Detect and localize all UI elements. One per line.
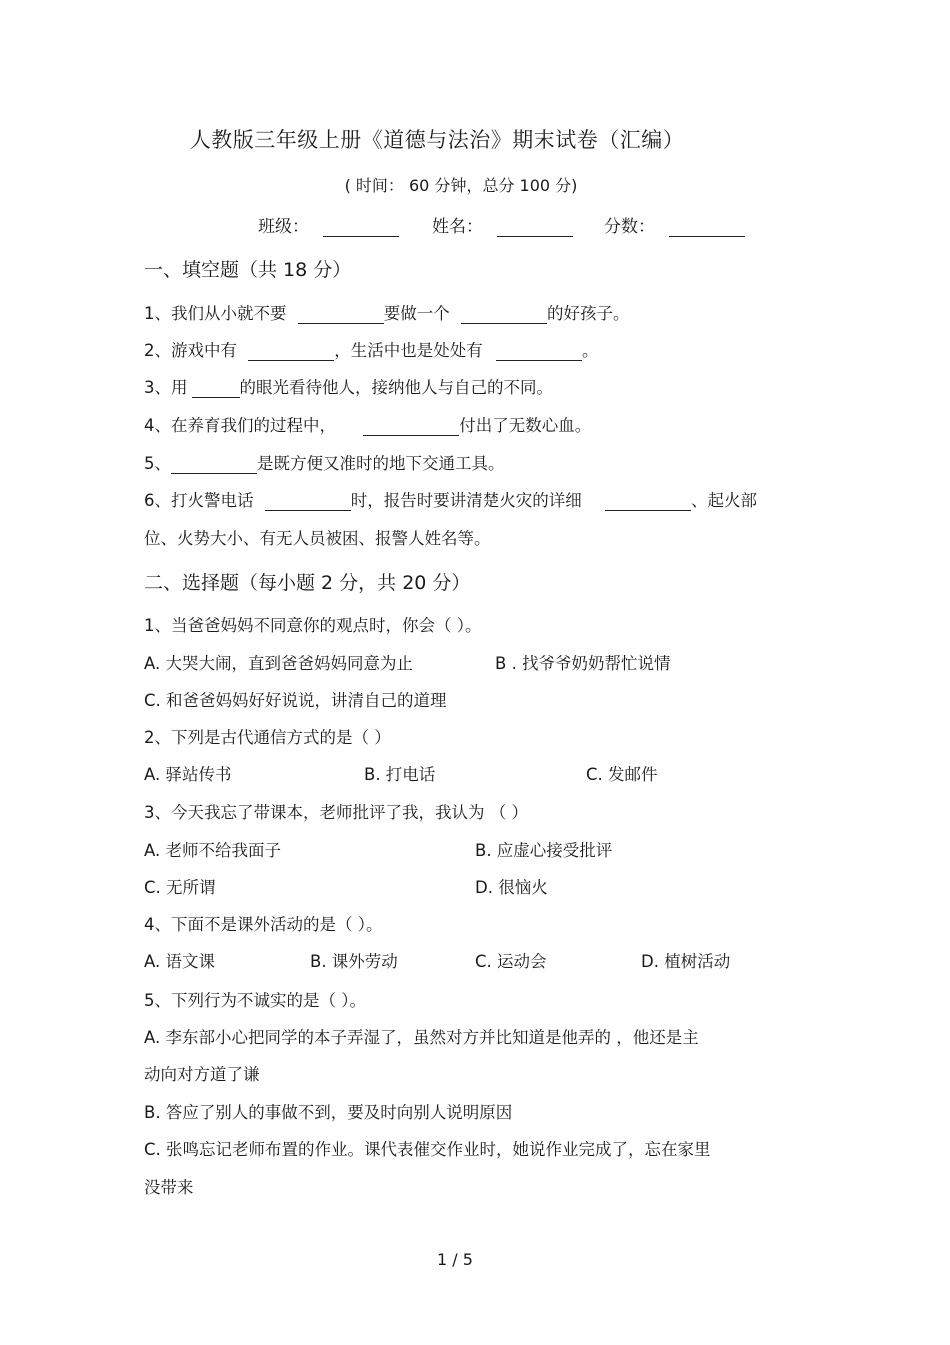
q2-text-c: 。 — [582, 341, 599, 360]
choice-question-5: 5、下列行为不诚实的是（ ）。 — [144, 991, 366, 1010]
q4-option-d[interactable]: D. 植树活动 — [641, 952, 731, 971]
exam-info: ( 时间： 60 分钟，总分 100 分) — [344, 176, 578, 195]
page-title: 人教版三年级上册《道德与法治》期末试卷（汇编） — [189, 128, 685, 152]
q4-option-a[interactable]: A. 语文课 — [144, 952, 215, 971]
q5-text-a: 5、 — [144, 454, 171, 473]
q3-option-d[interactable]: D. 很恼火 — [475, 878, 548, 897]
q2-blank-1[interactable] — [248, 343, 334, 361]
q5-text-b: 是既方便又准时的地下交通工具。 — [257, 454, 505, 473]
q1-option-a[interactable]: A. 大哭大闹，直到爸爸妈妈同意为止 — [144, 654, 413, 673]
name-blank[interactable] — [497, 218, 573, 237]
class-field — [258, 212, 399, 237]
q3-text-a: 3、用 — [144, 378, 188, 397]
q1-text-c: 的好孩子。 — [547, 304, 630, 323]
section-2-heading: 二、选择题（每小题 2 分，共 20 分） — [144, 572, 471, 594]
q5-option-c[interactable]: C. 张鸣忘记老师布置的作业。课代表催交作业时，她说作业完成了，忘在家里 — [144, 1140, 711, 1159]
q3-option-a[interactable]: A. 老师不给我面子 — [144, 841, 281, 860]
q6-blank-1[interactable] — [265, 493, 351, 511]
q3-option-b[interactable]: B. 应虚心接受批评 — [475, 841, 613, 860]
q2-option-a[interactable]: A. 驿站传书 — [144, 765, 232, 784]
fill-question-6-cont: 位、火势大小、有无人员被困、报警人姓名等。 — [144, 529, 491, 548]
q6-text-b: 时，报告时要讲清楚火灾的详细 — [350, 491, 582, 510]
q6-text-c: 、起火部 — [691, 491, 757, 510]
choice-question-4: 4、下面不是课外活动的是（ ）。 — [144, 915, 383, 934]
q1-text-a: 1、我们从小就不要 — [144, 304, 287, 323]
q3-option-c[interactable]: C. 无所谓 — [144, 878, 216, 897]
q5-option-a[interactable]: A. 李东部小心把同学的本子弄湿了，虽然对方并比知道是他弄的 ，他还是主 — [144, 1028, 699, 1047]
section-1-heading: 一、填空题（共 18 分） — [144, 259, 352, 281]
q5-option-a-cont: 动向对方道了谦 — [144, 1065, 260, 1084]
q5-blank-1[interactable] — [171, 456, 257, 474]
q5-option-c-cont: 没带来 — [144, 1178, 194, 1197]
q3-blank-1[interactable] — [192, 380, 240, 398]
fill-question-1 — [144, 300, 630, 324]
name-field — [432, 212, 573, 237]
q1-blank-2[interactable] — [461, 306, 547, 324]
choice-question-1: 1、当爸爸妈妈不同意你的观点时，你会（ ）。 — [144, 616, 482, 635]
class-label: 班级： — [258, 217, 309, 237]
page-number: 1 / 5 — [437, 1250, 473, 1269]
fill-question-2 — [144, 337, 599, 361]
score-field — [604, 212, 745, 237]
fill-question-5 — [144, 450, 505, 474]
score-label: 分数： — [604, 217, 655, 237]
q2-blank-2[interactable] — [496, 343, 582, 361]
fill-question-4 — [144, 412, 591, 436]
name-label: 姓名： — [432, 217, 483, 237]
q1-text-b: 要做一个 — [383, 304, 450, 323]
score-blank[interactable] — [669, 218, 745, 237]
q4-text-b: 付出了无数心血。 — [459, 416, 592, 435]
q6-text-a: 6、打火警电话 — [144, 491, 254, 510]
fill-question-6 — [144, 487, 757, 511]
q4-option-b[interactable]: B. 课外劳动 — [310, 952, 398, 971]
q2-text-a: 2、游戏中有 — [144, 341, 237, 360]
q5-option-b[interactable]: B. 答应了别人的事做不到，要及时向别人说明原因 — [144, 1103, 513, 1122]
choice-question-3: 3、今天我忘了带课本，老师批评了我，我认为 （ ） — [144, 803, 528, 822]
q4-text-a: 4、在养育我们的过程中， — [144, 416, 336, 435]
fill-question-3 — [144, 374, 553, 398]
q4-blank-1[interactable] — [363, 418, 459, 436]
q4-option-c[interactable]: C. 运动会 — [475, 952, 547, 971]
q1-blank-1[interactable] — [298, 306, 384, 324]
q2-text-b: ，生活中也是处处有 — [334, 341, 483, 360]
q2-option-b[interactable]: B. 打电话 — [364, 765, 436, 784]
q6-blank-2[interactable] — [605, 493, 691, 511]
q1-option-c[interactable]: C. 和爸爸妈妈好好说说，讲清自己的道理 — [144, 691, 447, 710]
class-blank[interactable] — [323, 218, 399, 237]
q3-text-b: 的眼光看待他人，接纳他人与自己的不同。 — [239, 378, 553, 397]
q2-option-c[interactable]: C. 发邮件 — [586, 765, 658, 784]
q1-option-b[interactable]: B . 找爷爷奶奶帮忙说情 — [495, 654, 671, 673]
choice-question-2: 2、下列是古代通信方式的是（ ） — [144, 728, 391, 747]
